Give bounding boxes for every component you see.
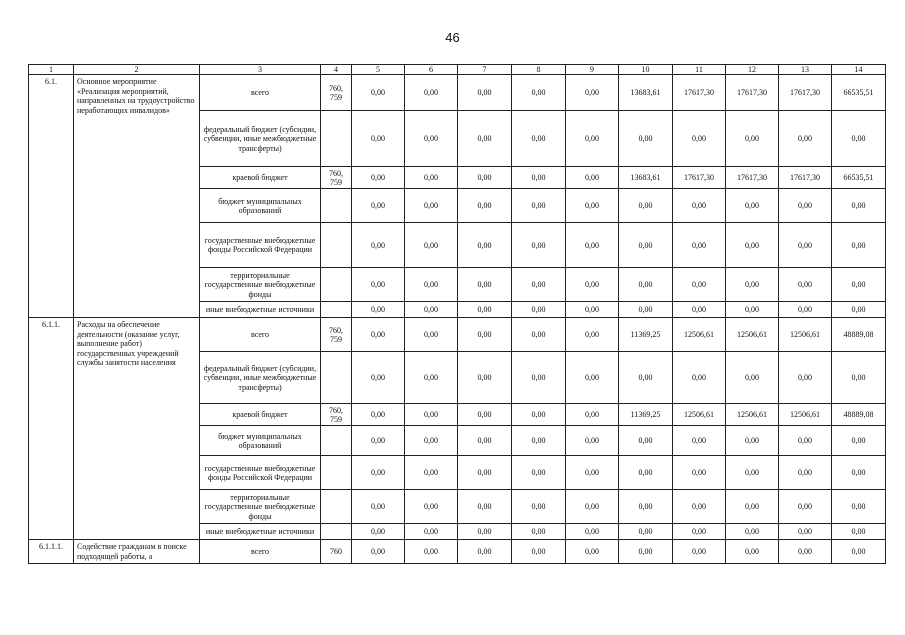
amount-cell: 0,00 xyxy=(458,268,512,302)
amount-cell: 0,00 xyxy=(512,524,566,540)
amount-cell: 0,00 xyxy=(619,111,673,167)
amount-cell: 0,00 xyxy=(458,352,512,404)
amount-cell: 0,00 xyxy=(779,223,832,268)
amount-cell: 0,00 xyxy=(566,302,619,318)
amount-cell: 0,00 xyxy=(352,456,405,490)
amount-cell: 48889,08 xyxy=(832,404,886,426)
measure-name: Основное мероприятие «Реализация мероприятий, направленных на трудоустройство неработающих инвалидов» xyxy=(74,75,200,318)
amount-cell: 0,00 xyxy=(779,456,832,490)
amount-cell: 12506,61 xyxy=(673,404,726,426)
amount-cell: 0,00 xyxy=(619,302,673,318)
column-number: 12 xyxy=(726,65,779,75)
amount-cell: 0,00 xyxy=(566,111,619,167)
amount-cell: 0,00 xyxy=(619,540,673,564)
amount-cell: 13683,61 xyxy=(619,167,673,189)
amount-cell: 0,00 xyxy=(512,404,566,426)
amount-cell: 0,00 xyxy=(458,302,512,318)
amount-cell: 0,00 xyxy=(726,540,779,564)
funding-source: всего xyxy=(200,318,321,352)
amount-cell: 0,00 xyxy=(673,268,726,302)
funding-source: краевой бюджет xyxy=(200,167,321,189)
amount-cell: 0,00 xyxy=(458,75,512,111)
amount-cell: 12506,61 xyxy=(779,318,832,352)
amount-cell: 0,00 xyxy=(512,352,566,404)
amount-cell: 0,00 xyxy=(566,75,619,111)
budget-code xyxy=(321,111,352,167)
budget-code: 760, 759 xyxy=(321,318,352,352)
amount-cell: 0,00 xyxy=(779,490,832,524)
amount-cell: 0,00 xyxy=(405,75,458,111)
amount-cell: 12506,61 xyxy=(673,318,726,352)
amount-cell: 17617,30 xyxy=(726,75,779,111)
amount-cell: 12506,61 xyxy=(779,404,832,426)
budget-code xyxy=(321,456,352,490)
budget-table xyxy=(28,64,886,564)
amount-cell: 0,00 xyxy=(352,524,405,540)
amount-cell: 0,00 xyxy=(352,352,405,404)
amount-cell: 0,00 xyxy=(458,223,512,268)
amount-cell: 0,00 xyxy=(352,111,405,167)
amount-cell: 0,00 xyxy=(458,426,512,456)
funding-source: территориальные государственные внебюджетные фонды xyxy=(200,490,321,524)
amount-cell: 0,00 xyxy=(673,189,726,223)
budget-code xyxy=(321,302,352,318)
amount-cell: 13683,61 xyxy=(619,75,673,111)
amount-cell: 0,00 xyxy=(832,223,886,268)
amount-cell: 0,00 xyxy=(352,540,405,564)
table-row xyxy=(29,75,886,111)
budget-code xyxy=(321,490,352,524)
amount-cell: 0,00 xyxy=(619,524,673,540)
amount-cell: 0,00 xyxy=(458,540,512,564)
amount-cell: 0,00 xyxy=(779,540,832,564)
measure-name: Расходы на обеспечение деятельности (оказание услуг, выполнение работ) государственных учреждений службы занятости населения xyxy=(74,318,200,540)
amount-cell: 0,00 xyxy=(673,352,726,404)
measure-name: Содействие гражданам в поиске подходящей работы, а xyxy=(74,540,200,564)
budget-code xyxy=(321,524,352,540)
amount-cell: 0,00 xyxy=(726,524,779,540)
page-number: 46 xyxy=(445,30,460,45)
amount-cell: 0,00 xyxy=(779,189,832,223)
funding-source: бюджет муниципальных образований xyxy=(200,189,321,223)
amount-cell: 0,00 xyxy=(352,490,405,524)
amount-cell: 0,00 xyxy=(405,318,458,352)
amount-cell: 0,00 xyxy=(458,404,512,426)
amount-cell: 0,00 xyxy=(779,268,832,302)
amount-cell: 0,00 xyxy=(832,268,886,302)
amount-cell: 0,00 xyxy=(619,426,673,456)
amount-cell: 0,00 xyxy=(512,75,566,111)
column-number: 3 xyxy=(200,65,321,75)
amount-cell: 0,00 xyxy=(619,490,673,524)
amount-cell: 66535,51 xyxy=(832,75,886,111)
amount-cell: 0,00 xyxy=(726,426,779,456)
column-number: 9 xyxy=(566,65,619,75)
amount-cell: 11369,25 xyxy=(619,404,673,426)
amount-cell: 0,00 xyxy=(726,111,779,167)
amount-cell: 17617,30 xyxy=(673,75,726,111)
amount-cell: 0,00 xyxy=(512,456,566,490)
amount-cell: 0,00 xyxy=(512,268,566,302)
budget-code: 760, 759 xyxy=(321,167,352,189)
amount-cell: 0,00 xyxy=(726,268,779,302)
amount-cell: 0,00 xyxy=(673,540,726,564)
budget-code: 760 xyxy=(321,540,352,564)
amount-cell: 0,00 xyxy=(512,167,566,189)
amount-cell: 0,00 xyxy=(619,223,673,268)
amount-cell: 0,00 xyxy=(566,352,619,404)
amount-cell: 0,00 xyxy=(512,223,566,268)
amount-cell: 0,00 xyxy=(619,456,673,490)
amount-cell: 0,00 xyxy=(405,111,458,167)
column-number: 6 xyxy=(405,65,458,75)
column-number: 10 xyxy=(619,65,673,75)
amount-cell: 0,00 xyxy=(566,318,619,352)
amount-cell: 0,00 xyxy=(726,302,779,318)
amount-cell: 0,00 xyxy=(832,490,886,524)
funding-source: иные внебюджетные источники xyxy=(200,524,321,540)
amount-cell: 0,00 xyxy=(458,524,512,540)
amount-cell: 0,00 xyxy=(405,404,458,426)
funding-source: иные внебюджетные источники xyxy=(200,302,321,318)
amount-cell: 0,00 xyxy=(779,111,832,167)
amount-cell: 0,00 xyxy=(458,318,512,352)
funding-source: федеральный бюджет (субсидии, субвенции, иные межбюджетные трансферты) xyxy=(200,352,321,404)
amount-cell: 66535,51 xyxy=(832,167,886,189)
amount-cell: 0,00 xyxy=(726,352,779,404)
budget-code xyxy=(321,352,352,404)
amount-cell: 48889,08 xyxy=(832,318,886,352)
amount-cell: 0,00 xyxy=(832,524,886,540)
amount-cell: 11369,25 xyxy=(619,318,673,352)
funding-source: краевой бюджет xyxy=(200,404,321,426)
column-number: 1 xyxy=(29,65,74,75)
amount-cell: 0,00 xyxy=(352,223,405,268)
amount-cell: 17617,30 xyxy=(779,167,832,189)
budget-code xyxy=(321,268,352,302)
amount-cell: 0,00 xyxy=(512,540,566,564)
amount-cell: 0,00 xyxy=(566,268,619,302)
table-row xyxy=(29,318,886,352)
table-row xyxy=(29,540,886,564)
amount-cell: 0,00 xyxy=(832,456,886,490)
budget-code: 760, 759 xyxy=(321,404,352,426)
amount-cell: 17617,30 xyxy=(673,167,726,189)
amount-cell: 0,00 xyxy=(779,426,832,456)
column-number: 13 xyxy=(779,65,832,75)
column-number: 2 xyxy=(74,65,200,75)
amount-cell: 0,00 xyxy=(566,167,619,189)
column-number-row xyxy=(29,65,886,75)
amount-cell: 0,00 xyxy=(458,189,512,223)
funding-source: государственные внебюджетные фонды Российской Федерации xyxy=(200,223,321,268)
amount-cell: 0,00 xyxy=(726,456,779,490)
funding-source: бюджет муниципальных образований xyxy=(200,426,321,456)
amount-cell: 0,00 xyxy=(512,302,566,318)
amount-cell: 0,00 xyxy=(458,167,512,189)
amount-cell: 0,00 xyxy=(673,456,726,490)
amount-cell: 0,00 xyxy=(352,75,405,111)
amount-cell: 0,00 xyxy=(566,189,619,223)
amount-cell: 0,00 xyxy=(726,490,779,524)
amount-cell: 0,00 xyxy=(673,223,726,268)
amount-cell: 0,00 xyxy=(352,268,405,302)
measure-code: 6.1.1. xyxy=(29,318,74,540)
amount-cell: 0,00 xyxy=(566,404,619,426)
amount-cell: 0,00 xyxy=(673,524,726,540)
amount-cell: 0,00 xyxy=(458,111,512,167)
amount-cell: 0,00 xyxy=(673,111,726,167)
amount-cell: 0,00 xyxy=(619,268,673,302)
amount-cell: 0,00 xyxy=(673,426,726,456)
amount-cell: 0,00 xyxy=(512,111,566,167)
amount-cell: 12506,61 xyxy=(726,404,779,426)
amount-cell: 0,00 xyxy=(458,456,512,490)
amount-cell: 0,00 xyxy=(405,268,458,302)
amount-cell: 0,00 xyxy=(726,223,779,268)
funding-source: государственные внебюджетные фонды Российской Федерации xyxy=(200,456,321,490)
amount-cell: 0,00 xyxy=(673,302,726,318)
column-number: 14 xyxy=(832,65,886,75)
amount-cell: 0,00 xyxy=(405,223,458,268)
budget-code xyxy=(321,426,352,456)
funding-source: территориальные государственные внебюджетные фонды xyxy=(200,268,321,302)
amount-cell: 0,00 xyxy=(352,426,405,456)
amount-cell: 0,00 xyxy=(405,540,458,564)
column-number: 8 xyxy=(512,65,566,75)
amount-cell: 0,00 xyxy=(405,490,458,524)
amount-cell: 0,00 xyxy=(779,352,832,404)
amount-cell: 0,00 xyxy=(566,456,619,490)
amount-cell: 0,00 xyxy=(566,426,619,456)
amount-cell: 0,00 xyxy=(352,404,405,426)
amount-cell: 0,00 xyxy=(832,189,886,223)
amount-cell: 0,00 xyxy=(726,189,779,223)
amount-cell: 0,00 xyxy=(352,318,405,352)
amount-cell: 0,00 xyxy=(566,540,619,564)
amount-cell: 0,00 xyxy=(566,524,619,540)
amount-cell: 0,00 xyxy=(352,302,405,318)
funding-source: федеральный бюджет (субсидии, субвенции, иные межбюджетные трансферты) xyxy=(200,111,321,167)
amount-cell: 0,00 xyxy=(566,223,619,268)
amount-cell: 0,00 xyxy=(352,189,405,223)
amount-cell: 0,00 xyxy=(405,302,458,318)
budget-code: 760, 759 xyxy=(321,75,352,111)
amount-cell: 0,00 xyxy=(405,189,458,223)
amount-cell: 0,00 xyxy=(779,524,832,540)
amount-cell: 0,00 xyxy=(405,524,458,540)
amount-cell: 17617,30 xyxy=(779,75,832,111)
amount-cell: 0,00 xyxy=(779,302,832,318)
table-body xyxy=(29,65,886,564)
amount-cell: 0,00 xyxy=(832,302,886,318)
amount-cell: 17617,30 xyxy=(726,167,779,189)
amount-cell: 0,00 xyxy=(405,456,458,490)
amount-cell: 0,00 xyxy=(458,490,512,524)
amount-cell: 0,00 xyxy=(512,189,566,223)
amount-cell: 0,00 xyxy=(405,352,458,404)
amount-cell: 0,00 xyxy=(405,426,458,456)
amount-cell: 0,00 xyxy=(566,490,619,524)
amount-cell: 0,00 xyxy=(673,490,726,524)
column-number: 11 xyxy=(673,65,726,75)
funding-source: всего xyxy=(200,75,321,111)
budget-code xyxy=(321,189,352,223)
amount-cell: 0,00 xyxy=(512,490,566,524)
amount-cell: 0,00 xyxy=(512,318,566,352)
amount-cell: 0,00 xyxy=(352,167,405,189)
amount-cell: 0,00 xyxy=(832,352,886,404)
column-number: 4 xyxy=(321,65,352,75)
column-number: 7 xyxy=(458,65,512,75)
funding-source: всего xyxy=(200,540,321,564)
amount-cell: 0,00 xyxy=(512,426,566,456)
amount-cell: 12506,61 xyxy=(726,318,779,352)
amount-cell: 0,00 xyxy=(832,540,886,564)
budget-code xyxy=(321,223,352,268)
measure-code: 6.1.1.1. xyxy=(29,540,74,564)
amount-cell: 0,00 xyxy=(832,426,886,456)
amount-cell: 0,00 xyxy=(832,111,886,167)
measure-code: 6.1. xyxy=(29,75,74,318)
column-number: 5 xyxy=(352,65,405,75)
amount-cell: 0,00 xyxy=(405,167,458,189)
amount-cell: 0,00 xyxy=(619,352,673,404)
amount-cell: 0,00 xyxy=(619,189,673,223)
